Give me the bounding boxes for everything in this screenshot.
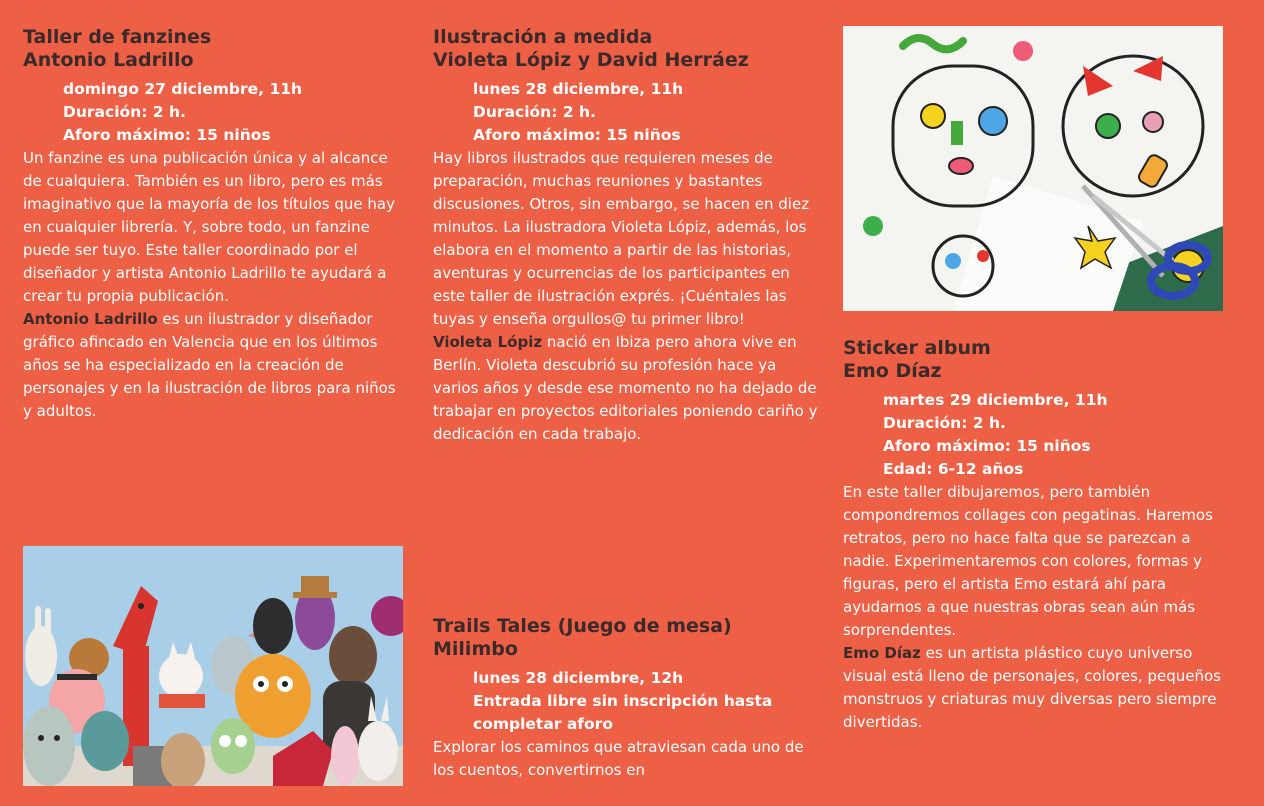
- event-author: Violeta Lópiz y David Herráez: [433, 49, 749, 71]
- event-date: domingo 27 diciembre, 11h: [63, 80, 303, 98]
- event-date: lunes 28 diciembre, 12h: [473, 669, 684, 687]
- event-title: [23, 26, 408, 72]
- event-description: Un fanzine es una publicación única y al alcance de cualquiera. También es un libro, pero es más imaginativo que la mayoría de los títulos que hay en cualquier librería. Y, sobre todo, un fanzine puede ser tuyo. Este taller coordinado por el diseñador y artista Antonio Ladrillo te ayudará a crear tu propia publicación.: [23, 149, 395, 305]
- event-bio: [433, 331, 818, 446]
- characters-illustration: [23, 546, 403, 786]
- event-title: [433, 615, 818, 661]
- event-description: Explorar los caminos que atraviesan cada uno de los cuentos, convertirnos en: [433, 738, 804, 779]
- event-sticker-album: [843, 337, 1228, 734]
- event-title-text: Sticker album: [843, 337, 991, 359]
- event-fanzines: [23, 26, 408, 423]
- event-trails-tales: [433, 615, 818, 782]
- bio-text: es un artista plástico cuyo universo visual está lleno de personajes, colores, pequeños monstruos y criaturas muy diversas pero siempre divertidas.: [843, 644, 1221, 731]
- event-meta: [473, 78, 818, 147]
- event-duration: Duración: 2 h.: [63, 103, 186, 121]
- characters-illustration-svg: [23, 546, 403, 786]
- event-title-text: Trails Tales (Juego de mesa): [433, 615, 732, 637]
- event-date: martes 29 diciembre, 11h: [883, 391, 1108, 409]
- bio-text: es un ilustrador y diseñador gráfico afincado en Valencia que en los últimos años se ha especializado en la creación de personajes y en la ilustración de libros para niños y adultos.: [23, 310, 396, 420]
- event-title: [843, 337, 1228, 383]
- event-meta: [473, 667, 818, 736]
- sticker-photo: [843, 26, 1223, 311]
- bio-name: Antonio Ladrillo: [23, 310, 158, 328]
- bio-name: Violeta Lópiz: [433, 333, 543, 351]
- event-bio: [23, 308, 408, 423]
- event-author: Milimbo: [433, 638, 518, 660]
- event-entry: Entrada libre sin inscripción hasta completar aforo: [473, 692, 773, 733]
- event-date: lunes 28 diciembre, 11h: [473, 80, 684, 98]
- event-capacity: Aforo máximo: 15 niños: [63, 126, 271, 144]
- event-capacity: Aforo máximo: 15 niños: [883, 437, 1091, 455]
- bio-name: Emo Díaz: [843, 644, 921, 662]
- event-meta: [63, 78, 408, 147]
- sticker-photo-svg: [843, 26, 1223, 311]
- event-author: Antonio Ladrillo: [23, 49, 194, 71]
- event-bio: [843, 642, 1228, 734]
- event-description: En este taller dibujaremos, pero también compondremos collages con pegatinas. Haremos retratos, pero no hace falta que se parezcan a nadie. Experimentaremos con colores, formas y figuras, pero el artista Emo estará ahí para ayudarnos a que nuestras obras sean aún más sorprendentes.: [843, 483, 1213, 639]
- event-capacity: Aforo máximo: 15 niños: [473, 126, 681, 144]
- event-meta: [883, 389, 1228, 481]
- event-duration: Duración: 2 h.: [473, 103, 596, 121]
- event-title-text: Taller de fanzines: [23, 26, 212, 48]
- event-duration: Duración: 2 h.: [883, 414, 1006, 432]
- event-ilustracion: [433, 26, 818, 446]
- event-title: [433, 26, 818, 72]
- event-age: Edad: 6-12 años: [883, 460, 1024, 478]
- event-author: Emo Díaz: [843, 360, 942, 382]
- event-title-text: Ilustración a medida: [433, 26, 653, 48]
- bio-text: nació en Ibiza pero ahora vive en Berlín. Violeta descubrió su profesión hace ya varios años y desde ese momento no ha dejado de trabajar en proyectos editoriales poniendo cariño y dedicación en cada trabajo.: [433, 333, 818, 443]
- event-description: Hay libros ilustrados que requieren meses de preparación, muchas reuniones y bastantes discusiones. Otros, sin embargo, se hacen en diez minutos. La ilustradora Violeta Lópiz, además, los elabora en el momento a partir de las historias, aventuras y ocurrencias de los participantes en este taller de ilustración exprés. ¡Cuéntales las tuyas y enseña orgullos@ tu primer libro!: [433, 149, 810, 328]
